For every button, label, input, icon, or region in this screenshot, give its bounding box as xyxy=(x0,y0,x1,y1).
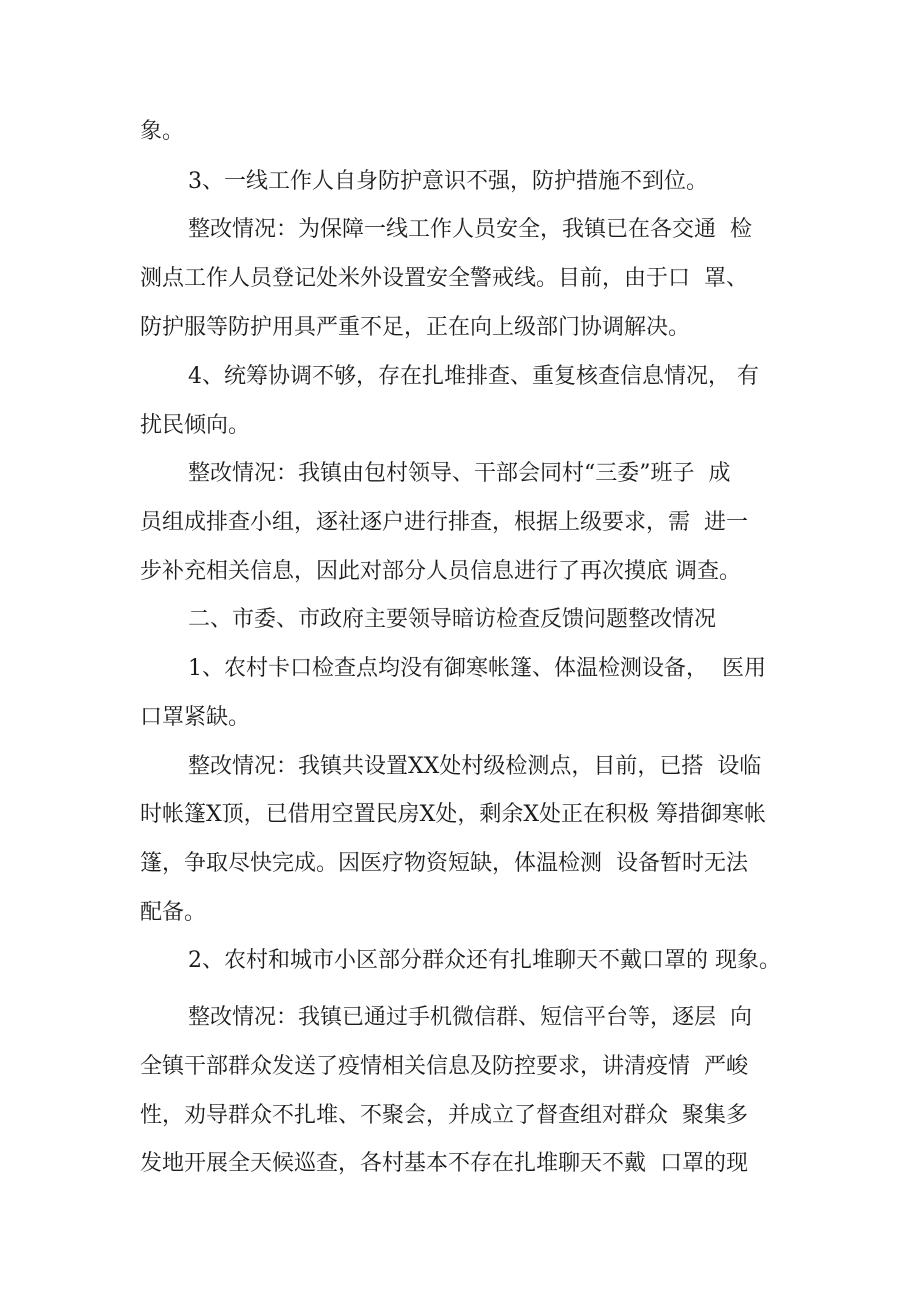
text-line: 配备。 xyxy=(140,900,207,925)
text-line: 扰民倾向。 xyxy=(140,413,251,438)
text-line: 口罩紧缺。 xyxy=(140,705,251,730)
issue-heading: 2、农村和城市小区部分群众还有扎堆聊天不戴口罩的 现象。 xyxy=(188,948,781,973)
text-line: 整改情况：我镇由包村领导、干部会同村“三委”班子 成 xyxy=(188,461,731,486)
text-line: 防护服等防护用具严重不足，正在向上级部门协调解决。 xyxy=(140,315,691,340)
text-line: 整改情况：我镇已通过手机微信群、短信平台等，逐层 向 xyxy=(188,1005,752,1030)
text-line: 时帐篷X顶，已借用空置民房X处，剩余X处正在积极 筹措御寒帐 xyxy=(140,802,766,827)
section-heading: 二、市委、市政府主要领导暗访检查反馈问题整改情况 xyxy=(188,607,717,632)
text-line: 步补充相关信息，因此对部分人员信息进行了再次摸底 调查。 xyxy=(140,559,741,584)
text-line: 发地开展全天候巡查，各村基本不存在扎堆聊天不戴 口罩的现 xyxy=(140,1151,748,1176)
text-line: 象。 xyxy=(140,119,185,144)
text-line: 篷，争取尽快完成。因医疗物资短缺，体温检测 设备暂时无法 xyxy=(140,851,748,876)
issue-heading: 1、农村卡口检查点均没有御寒帐篷、体温检测设备， 医用 xyxy=(188,656,766,681)
issue-heading: 4、统筹协调不够，存在扎堆排查、重复核查信息情况， 有 xyxy=(188,364,759,389)
text-line: 员组成排查小组，逐社逐户进行排查，根据上级要求，需 进一 xyxy=(140,510,748,535)
issue-heading: 3、一线工作人自身防护意识不强，防护措施不到位。 xyxy=(188,169,708,194)
text-line: 整改情况：为保障一线工作人员安全，我镇已在各交通 检 xyxy=(188,217,752,242)
text-line: 测点工作人员登记处米外设置安全警戒线。目前，由于口 罩、 xyxy=(140,266,748,291)
text-line: 性，劝导群众不扎堆、不聚会，并成立了督查组对群众 聚集多 xyxy=(140,1103,748,1128)
text-line: 整改情况：我镇共设置XX处村级检测点，目前，已搭 设临 xyxy=(188,754,762,779)
text-line: 全镇干部群众发送了疫情相关信息及防控要求，讲清疫情 严峻 xyxy=(140,1054,748,1079)
